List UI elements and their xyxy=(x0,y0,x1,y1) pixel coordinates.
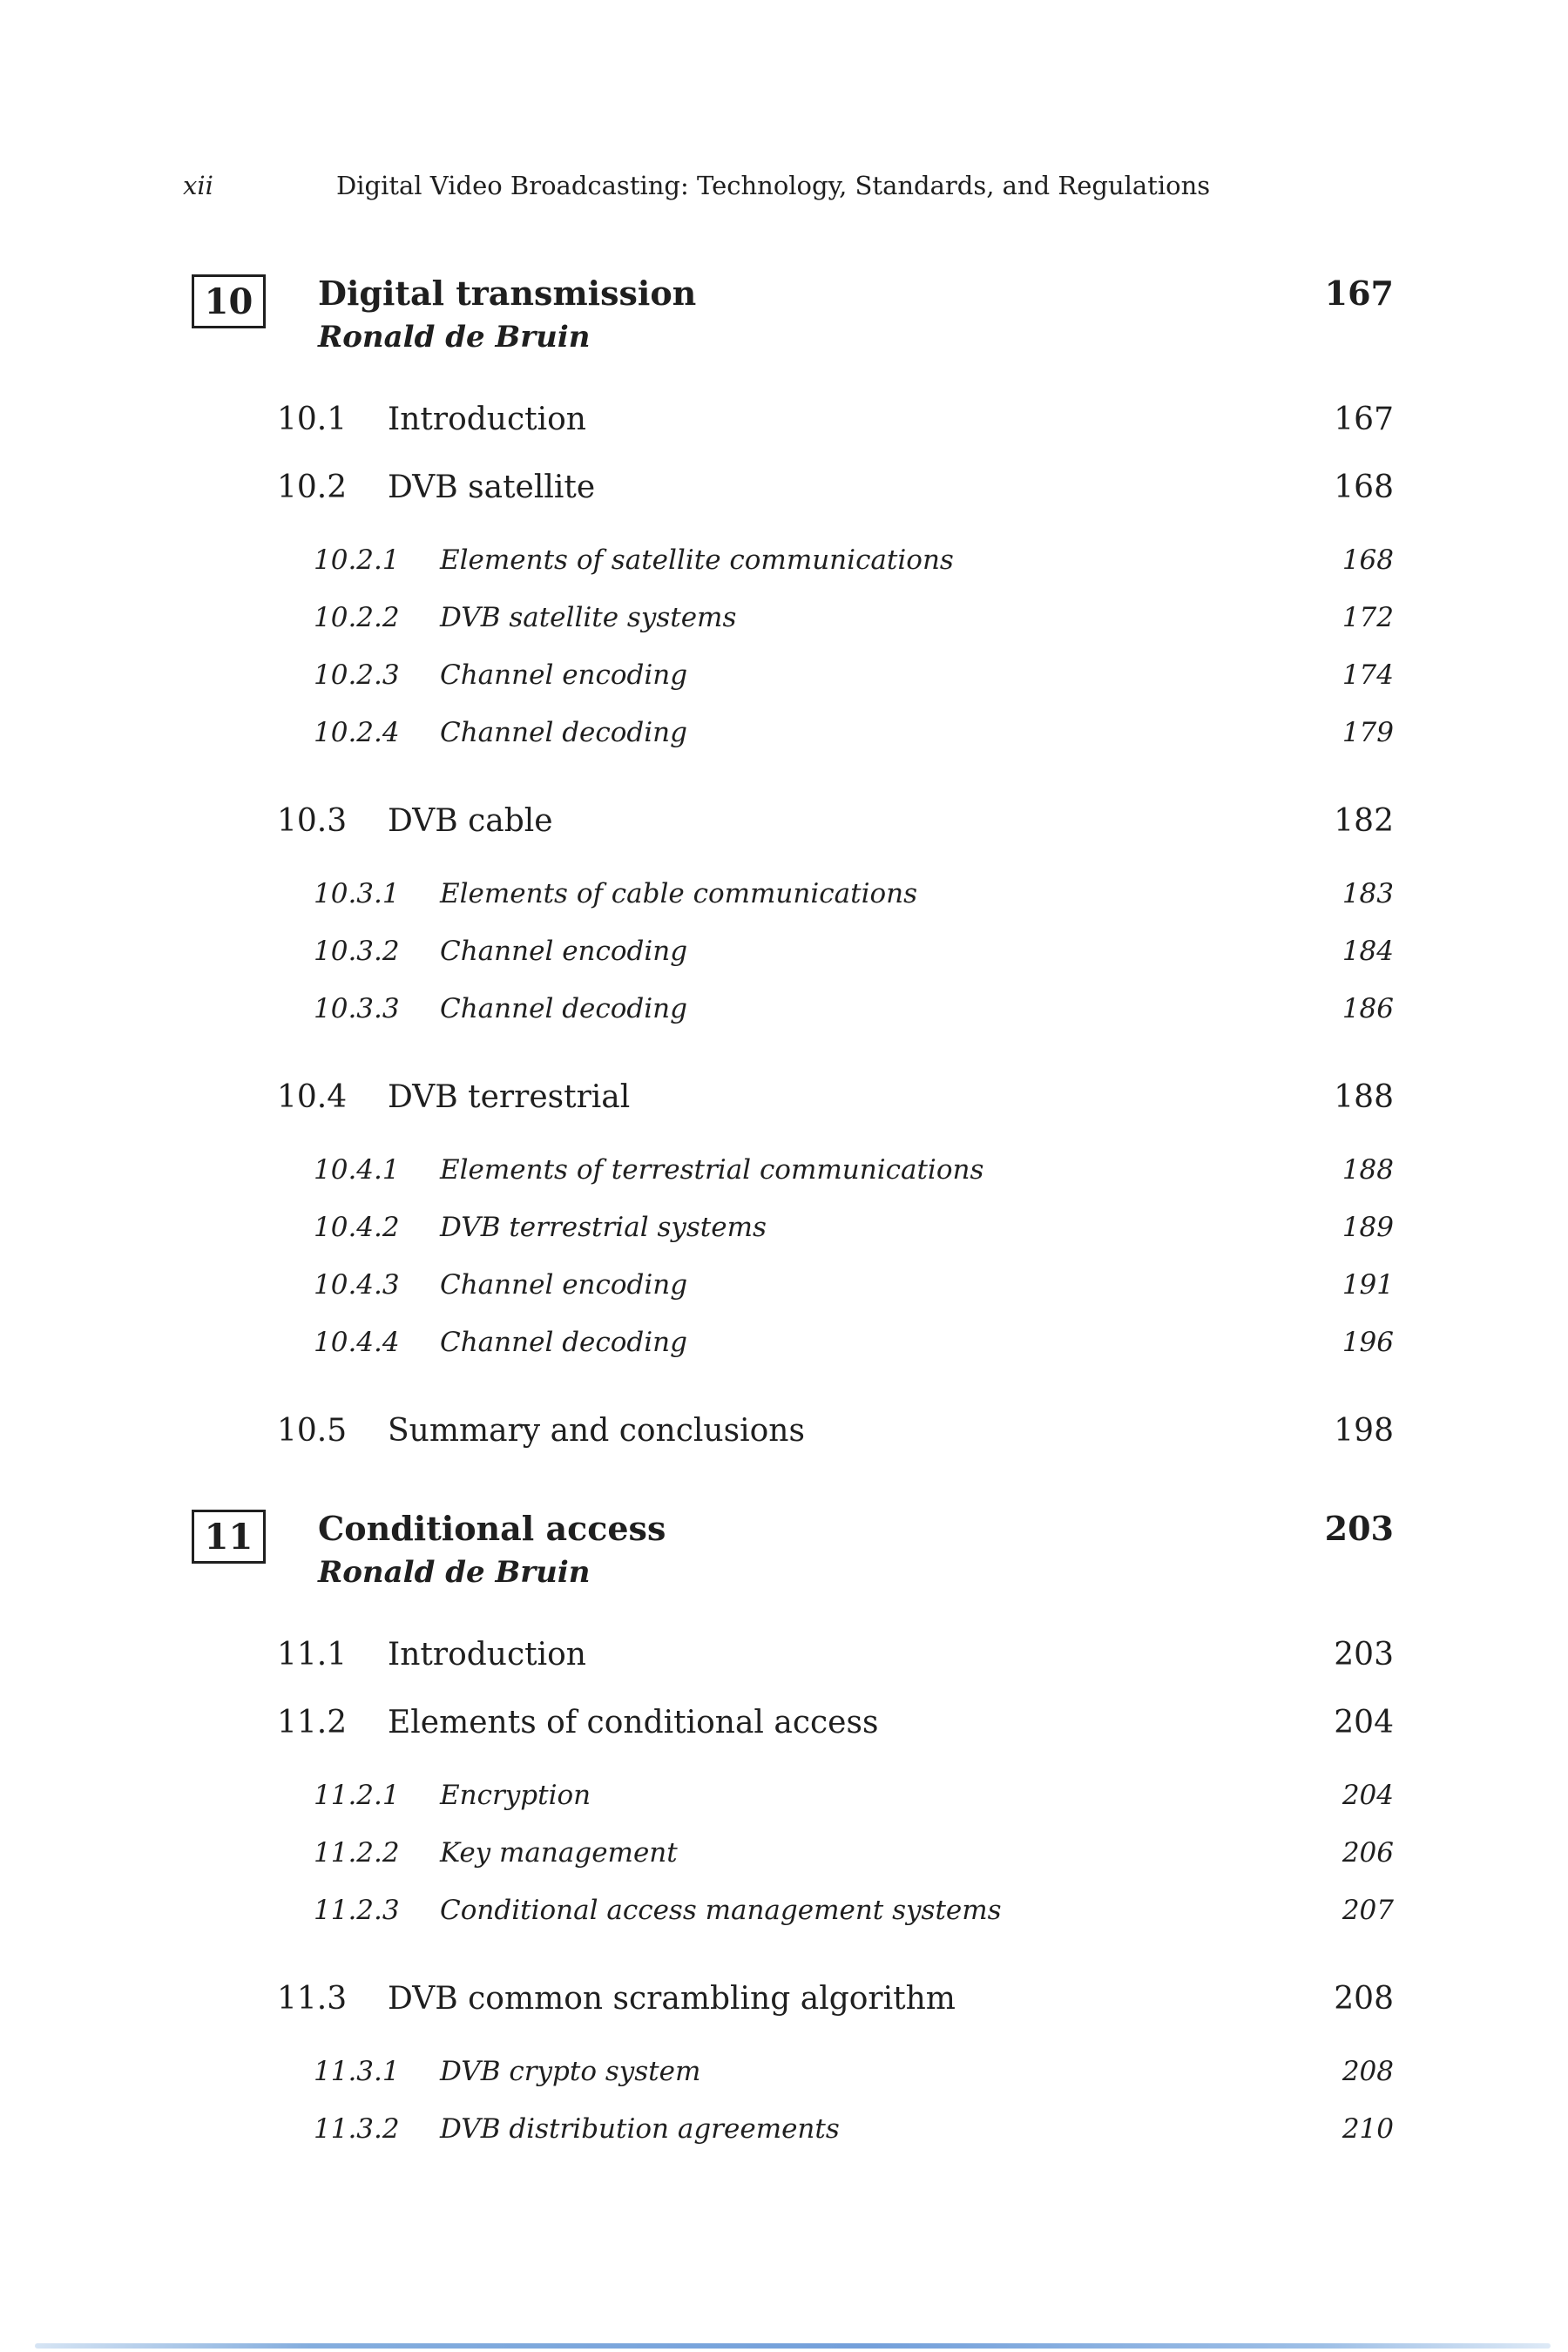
entry-page-number: 174 xyxy=(1342,659,1394,691)
entry-number: 10.3.3 xyxy=(314,993,400,1024)
entry-number: 11.2.2 xyxy=(314,1837,400,1869)
toc-entry xyxy=(183,1270,1394,1300)
toc-entry xyxy=(183,1080,1394,1115)
entry-number: 11.3.2 xyxy=(314,2113,400,2145)
chapter-title-row xyxy=(318,274,1394,313)
entry-title: Channel encoding xyxy=(440,659,688,691)
toc-entry xyxy=(183,1838,1394,1868)
scan-edge-artifact xyxy=(35,2343,1551,2349)
entry-number: 10.1 xyxy=(277,402,348,437)
entry-page-number: 184 xyxy=(1342,936,1394,967)
entry-title: DVB crypto system xyxy=(440,2056,701,2087)
entry-page-number: 179 xyxy=(1342,717,1394,748)
toc-entry xyxy=(183,470,1394,505)
entry-number: 10.2 xyxy=(277,470,348,505)
entry-page-number: 208 xyxy=(1342,2056,1394,2087)
page-header xyxy=(183,171,1394,200)
toc-entry xyxy=(183,2057,1394,2086)
toc-entry xyxy=(183,1155,1394,1185)
running-head: Digital Video Broadcasting: Technology, Standards, and Regulations xyxy=(336,171,1211,200)
entry-page-number: 208 xyxy=(1334,1981,1394,2017)
entry-title: Introduction xyxy=(388,402,586,437)
entry-number: 10.2.3 xyxy=(314,659,400,691)
entry-page-number: 182 xyxy=(1334,803,1394,839)
entry-title: DVB terrestrial systems xyxy=(440,1212,767,1243)
entry-title: Conditional access management systems xyxy=(440,1895,1002,1926)
chapter-10 xyxy=(183,274,1394,1449)
entry-title: Channel decoding xyxy=(440,1327,687,1358)
entry-title: DVB common scrambling algorithm xyxy=(388,1981,956,2017)
entry-number: 10.3 xyxy=(277,803,348,839)
toc-entry xyxy=(183,603,1394,632)
chapter-11 xyxy=(183,1510,1394,2144)
chapter-title-row xyxy=(318,1510,1394,1548)
entry-title: Elements of terrestrial communications xyxy=(440,1154,984,1186)
toc-entry xyxy=(183,1638,1394,1673)
toc-entry xyxy=(183,402,1394,437)
entry-title: DVB satellite xyxy=(388,470,596,505)
entry-page-number: 183 xyxy=(1342,878,1394,909)
chapter-title-column xyxy=(318,274,1394,355)
toc-entry xyxy=(183,660,1394,690)
entry-number: 11.1 xyxy=(277,1637,348,1673)
chapter-author: Ronald de Bruin xyxy=(318,320,591,355)
toc-entry xyxy=(183,1896,1394,1925)
entry-title: DVB cable xyxy=(388,803,553,839)
entry-number: 11.3.1 xyxy=(314,2056,400,2087)
chapter-number-box: 10 xyxy=(192,274,266,328)
entry-page-number: 186 xyxy=(1342,993,1394,1024)
entry-number: 10.5 xyxy=(277,1413,348,1449)
entry-page-number: 172 xyxy=(1342,602,1394,633)
toc-entry xyxy=(183,545,1394,575)
entry-number: 10.2.2 xyxy=(314,602,400,633)
entry-page-number: 168 xyxy=(1342,544,1394,576)
entry-title: Key management xyxy=(440,1837,678,1869)
page-folio: xii xyxy=(183,171,213,200)
entry-title: Channel decoding xyxy=(440,993,687,1024)
entry-page-number: 203 xyxy=(1334,1637,1394,1673)
toc-entry xyxy=(183,1982,1394,2017)
chapter-number-box: 11 xyxy=(192,1510,266,1564)
entry-page-number: 167 xyxy=(1334,402,1394,437)
entry-page-number: 206 xyxy=(1342,1837,1394,1869)
entry-page-number: 207 xyxy=(1342,1895,1394,1926)
toc-entry xyxy=(183,718,1394,747)
entry-page-number: 188 xyxy=(1342,1154,1394,1186)
chapter-heading xyxy=(183,274,1394,355)
entry-title: DVB satellite systems xyxy=(440,602,737,633)
chapter-entries xyxy=(183,402,1394,1449)
entry-page-number: 189 xyxy=(1342,1212,1394,1243)
entry-number: 10.4.3 xyxy=(314,1269,400,1301)
entry-page-number: 191 xyxy=(1342,1269,1394,1301)
table-of-contents xyxy=(183,274,1394,2144)
entry-title: Channel decoding xyxy=(440,717,687,748)
toc-entry xyxy=(183,1706,1394,1740)
entry-title: Introduction xyxy=(388,1637,586,1673)
entry-title: Elements of conditional access xyxy=(388,1705,879,1740)
entry-number: 11.2 xyxy=(277,1705,348,1740)
chapter-author: Ronald de Bruin xyxy=(318,1555,591,1590)
entry-page-number: 204 xyxy=(1334,1705,1394,1740)
toc-entry xyxy=(183,1414,1394,1449)
entry-title: Summary and conclusions xyxy=(388,1413,805,1449)
entry-page-number: 210 xyxy=(1342,2113,1394,2145)
chapter-page-number: 203 xyxy=(1324,1509,1394,1548)
toc-entry xyxy=(183,1781,1394,1810)
chapter-title: Digital transmission xyxy=(318,274,697,313)
entry-number: 10.3.2 xyxy=(314,936,400,967)
chapter-entries xyxy=(183,1638,1394,2144)
entry-title: Encryption xyxy=(440,1780,591,1811)
entry-title: Channel encoding xyxy=(440,936,688,967)
entry-number: 11.3 xyxy=(277,1981,348,2017)
chapter-title-column xyxy=(318,1510,1394,1590)
toc-entry xyxy=(183,804,1394,839)
entry-title: Channel encoding xyxy=(440,1269,688,1301)
entry-page-number: 198 xyxy=(1334,1413,1394,1449)
chapter-title: Conditional access xyxy=(318,1509,666,1548)
entry-page-number: 188 xyxy=(1334,1079,1394,1115)
chapter-heading xyxy=(183,1510,1394,1590)
toc-entry xyxy=(183,936,1394,966)
toc-entry xyxy=(183,879,1394,909)
toc-entry xyxy=(183,1213,1394,1242)
toc-entry xyxy=(183,1328,1394,1357)
entry-page-number: 204 xyxy=(1342,1780,1394,1811)
entry-number: 10.4.4 xyxy=(314,1327,400,1358)
entry-number: 10.4.2 xyxy=(314,1212,400,1243)
entry-number: 10.4.1 xyxy=(314,1154,400,1186)
entry-title: DVB distribution agreements xyxy=(440,2113,840,2145)
entry-title: DVB terrestrial xyxy=(388,1079,631,1115)
entry-number: 10.2.4 xyxy=(314,717,400,748)
entry-number: 11.2.3 xyxy=(314,1895,400,1926)
entry-number: 10.3.1 xyxy=(314,878,400,909)
entry-title: Elements of cable communications xyxy=(440,878,918,909)
entry-page-number: 196 xyxy=(1342,1327,1394,1358)
toc-entry xyxy=(183,994,1394,1024)
entry-title: Elements of satellite communications xyxy=(440,544,954,576)
entry-number: 11.2.1 xyxy=(314,1780,400,1811)
toc-entry xyxy=(183,2114,1394,2144)
chapter-page-number: 167 xyxy=(1324,274,1394,313)
entry-number: 10.4 xyxy=(277,1079,348,1115)
entry-number: 10.2.1 xyxy=(314,544,400,576)
entry-page-number: 168 xyxy=(1334,470,1394,505)
